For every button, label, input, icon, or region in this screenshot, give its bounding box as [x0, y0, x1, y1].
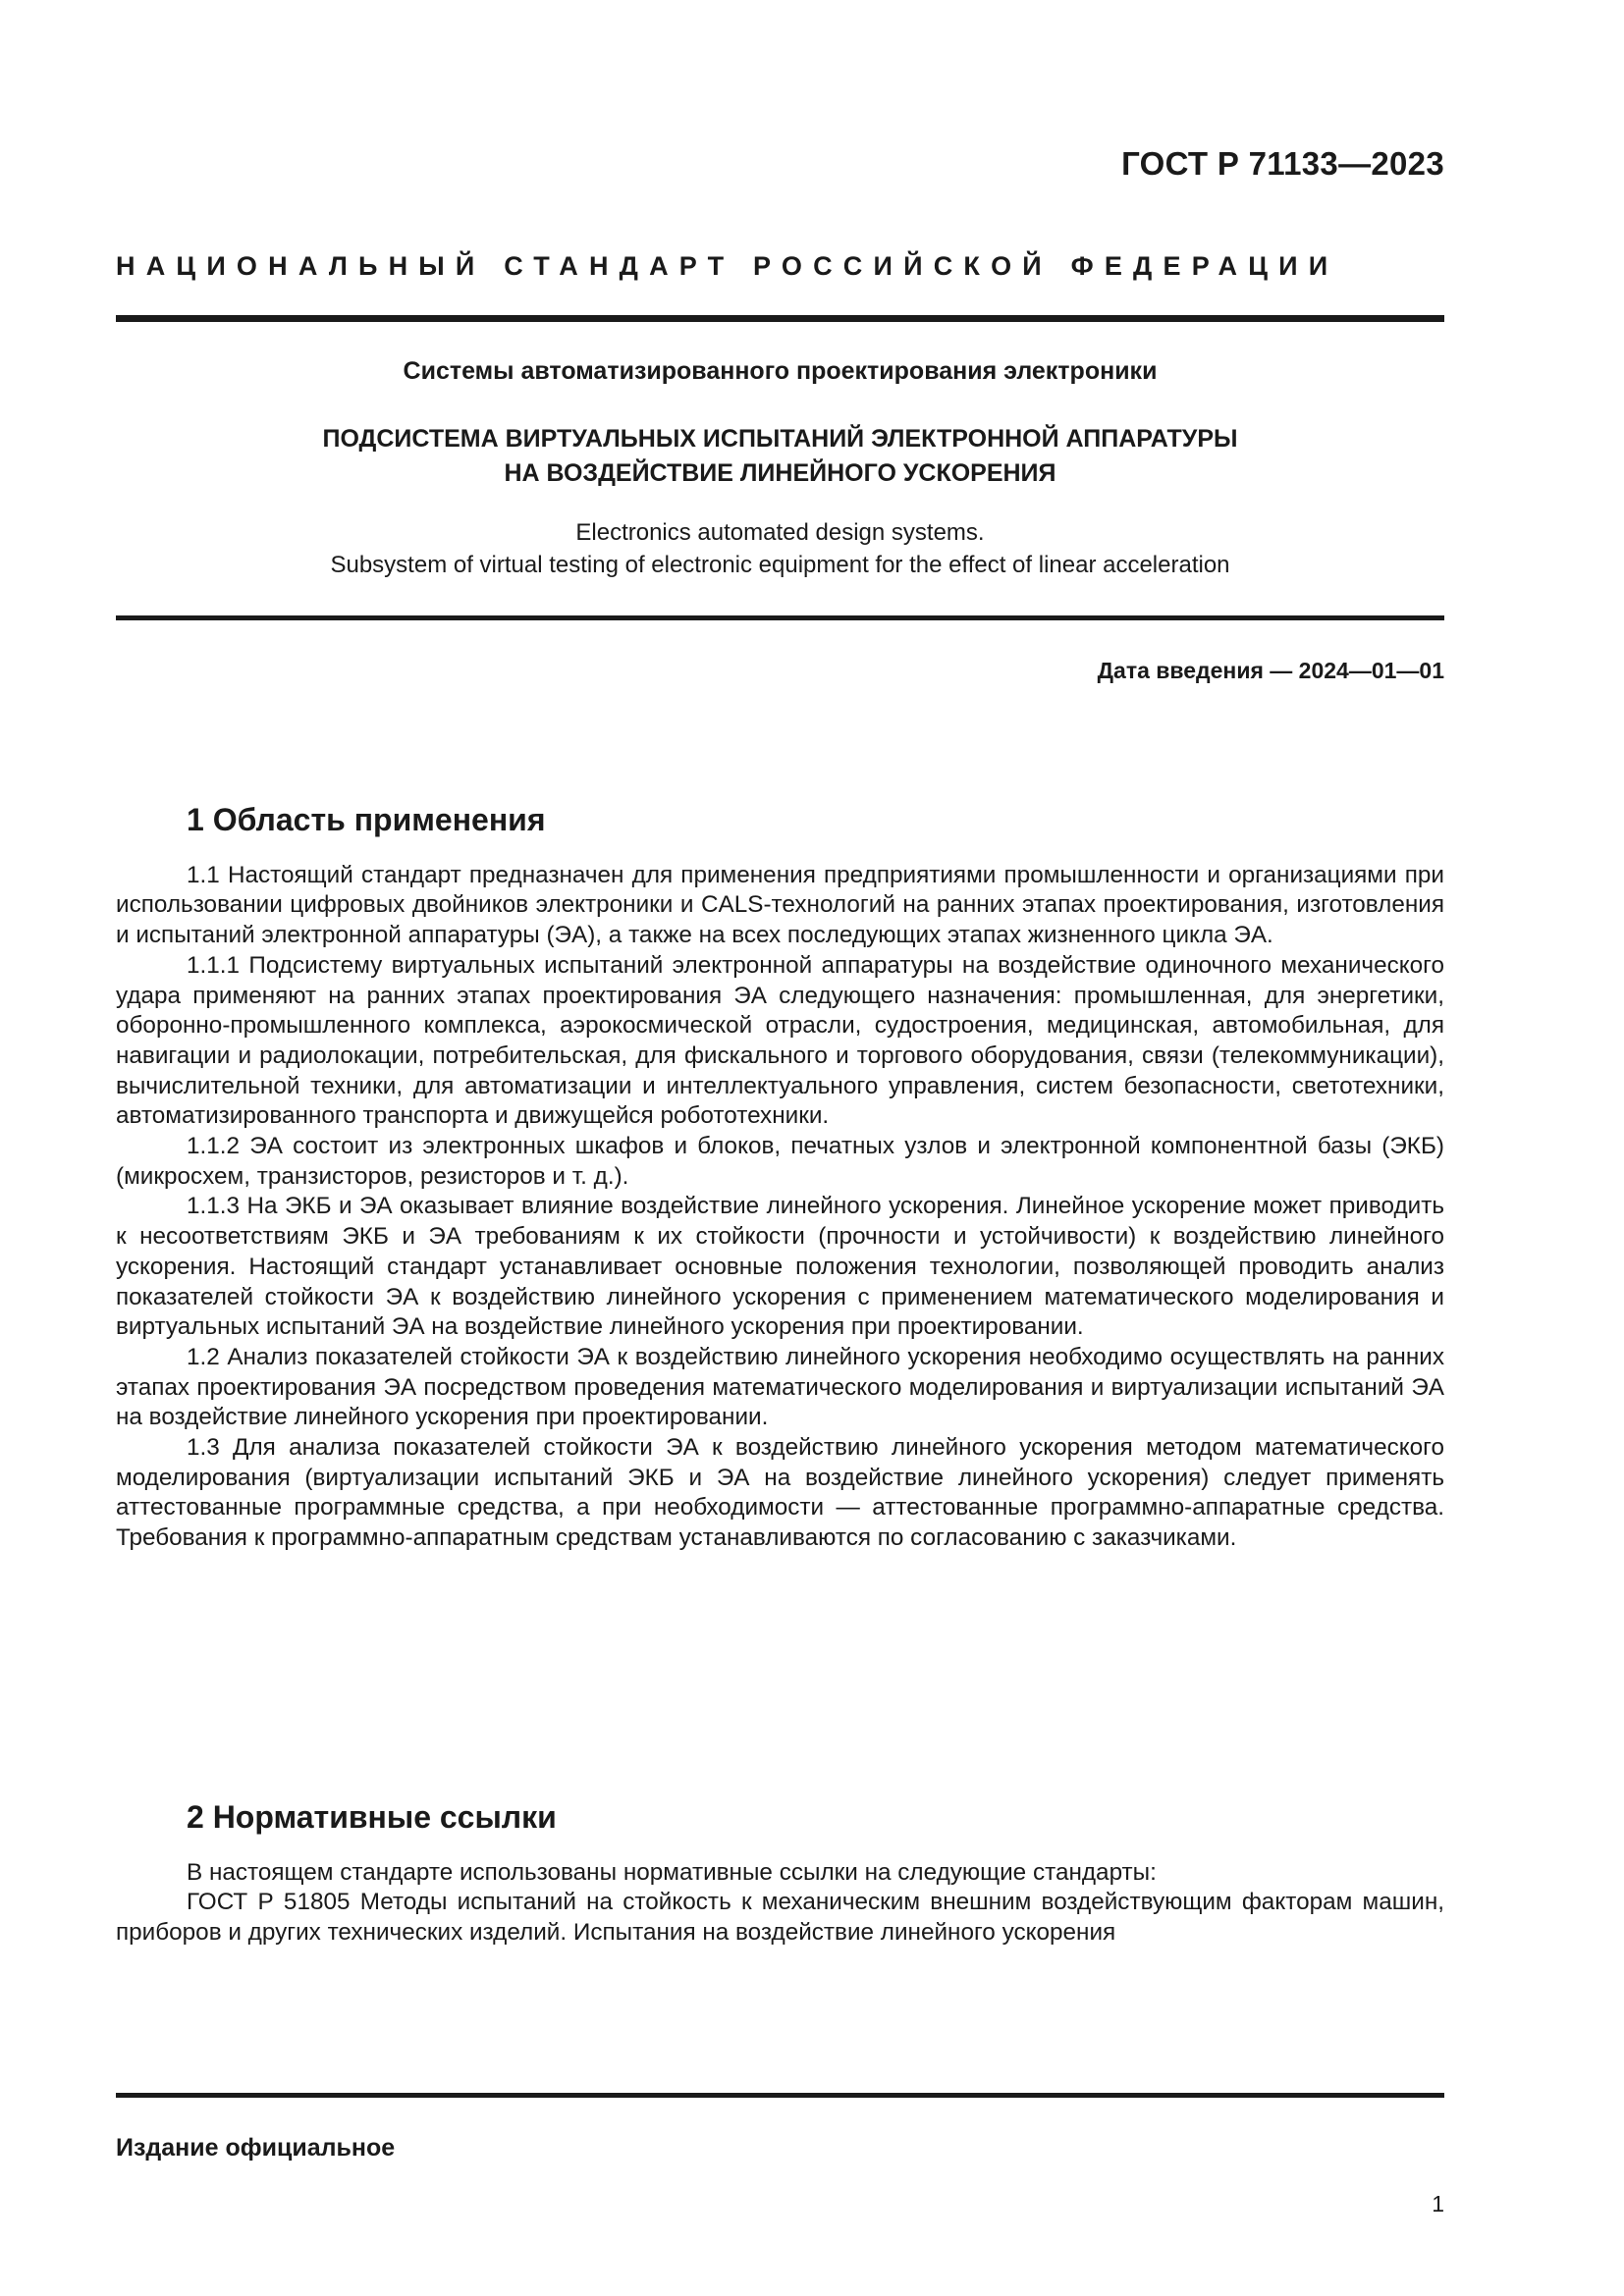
footer-rule [116, 2093, 1444, 2098]
page-number: 1 [1432, 2191, 1444, 2216]
section-1-heading: 1 Область применения [187, 802, 546, 837]
section-scope [116, 802, 1444, 1554]
main-title-line-2: НА ВОЗДЕЙСТВИЕ ЛИНЕЙНОГО УСКОРЕНИЯ [504, 459, 1056, 487]
english-title-line-2: Subsystem of virtual testing of electronic equipment for the effect of linear acceleration [330, 552, 1230, 578]
section-normative-references [116, 1799, 1444, 1949]
title-rule [116, 615, 1444, 620]
paragraph-1-1-1: 1.1.1 Подсистему виртуальных испытаний электронной аппаратуры на воздействие одиночного механического удара применяют на ранних этапах проектирования ЭА следующего назначения: промышленная, для энергетики, оборонно-промышленного комплекса, аэрокосмической отрасли, судостроения, медицинская, автомобильная, для навигации и радиолокации, потребительская, для фискального и торгового оборудования, связи (телекоммуникации), вычислительной техники, для автоматизации и интеллектуального управления, систем безопасности, светотехники, автоматизированного транспорта и движущейся робототехники. [116, 951, 1444, 1130]
series-title: Системы автоматизированного проектирования электроники [403, 357, 1158, 385]
main-title [116, 422, 1444, 491]
introduction-date: Дата введения — 2024—01—01 [1097, 658, 1444, 683]
paragraph-1-1-2: 1.1.2 ЭА состоит из электронных шкафов и блоков, печатных узлов и электронной компонентной базы (ЭКБ) (микросхем, транзисторов, резисторов и т. д.). [116, 1133, 1444, 1190]
main-title-line-1: ПОДСИСТЕМА ВИРТУАЛЬНЫХ ИСПЫТАНИЙ ЭЛЕКТРОННОЙ АППАРАТУРЫ [322, 425, 1238, 453]
paragraph-1-1-3: 1.1.3 На ЭКБ и ЭА оказывает влияние воздействие линейного ускорения. Линейное ускорение может приводить к несоответствиям ЭКБ и ЭА требованиям к их стойкости (прочности и устойчивости) к воздействию линейного ускорения. Настоящий стандарт устанавливает основные положения технологии, позволяющей проводить анализ показателей стойкости ЭА к воздействию линейного ускорения с применением математического моделирования и виртуальных испытаний ЭА на воздействие линейного ускорения при проектировании. [116, 1193, 1444, 1341]
standard-code: ГОСТ Р 71133—2023 [1121, 145, 1444, 182]
english-title-line-1: Electronics automated design systems. [575, 519, 985, 546]
paragraph-1-2: 1.2 Анализ показателей стойкости ЭА к воздействию линейного ускорения необходимо осуществлять на ранних этапах проектирования ЭА посредством проведения математического моделирования и виртуализации испытаний ЭА на воздействие линейного ускорения при проектировании. [116, 1343, 1444, 1431]
paragraph-1-3: 1.3 Для анализа показателей стойкости ЭА к воздействию линейного ускорения методом математического моделирования (виртуализации испытаний ЭКБ и ЭА на воздействие линейного ускорения) следует применять аттестованные программные средства, а при необходимости — аттестованные программно-аппаратные средства. Требования к программно-аппаратным средствам устанавливаются по согласованию с заказчиками. [116, 1434, 1444, 1552]
official-edition-label: Издание официальное [116, 2134, 396, 2162]
paragraph-1-1: 1.1 Настоящий стандарт предназначен для применения предприятиями промышленности и организациями при использовании цифровых двойников электроники и CALS-технологий на ранних этапах проектирования, изготовления и испытаний электронной аппаратуры (ЭА), а также на всех последующих этапах жизненного цикла ЭА. [116, 861, 1444, 949]
english-title [116, 516, 1444, 581]
section-2-heading: 2 Нормативные ссылки [187, 1799, 557, 1835]
paragraph-2-intro: В настоящем стандарте использованы нормативные ссылки на следующие стандарты: [187, 1858, 1157, 1886]
reference-gost-51805: ГОСТ Р 51805 Методы испытаний на стойкость к механическим внешним воздействующим факторам машин, приборов и других технических изделий. Испытания на воздействие линейного ускорения [116, 1889, 1444, 1947]
top-rule [116, 315, 1444, 322]
national-standard-banner: НАЦИОНАЛЬНЫЙ СТАНДАРТ РОССИЙСКОЙ ФЕДЕРАЦИИ [116, 251, 1339, 281]
